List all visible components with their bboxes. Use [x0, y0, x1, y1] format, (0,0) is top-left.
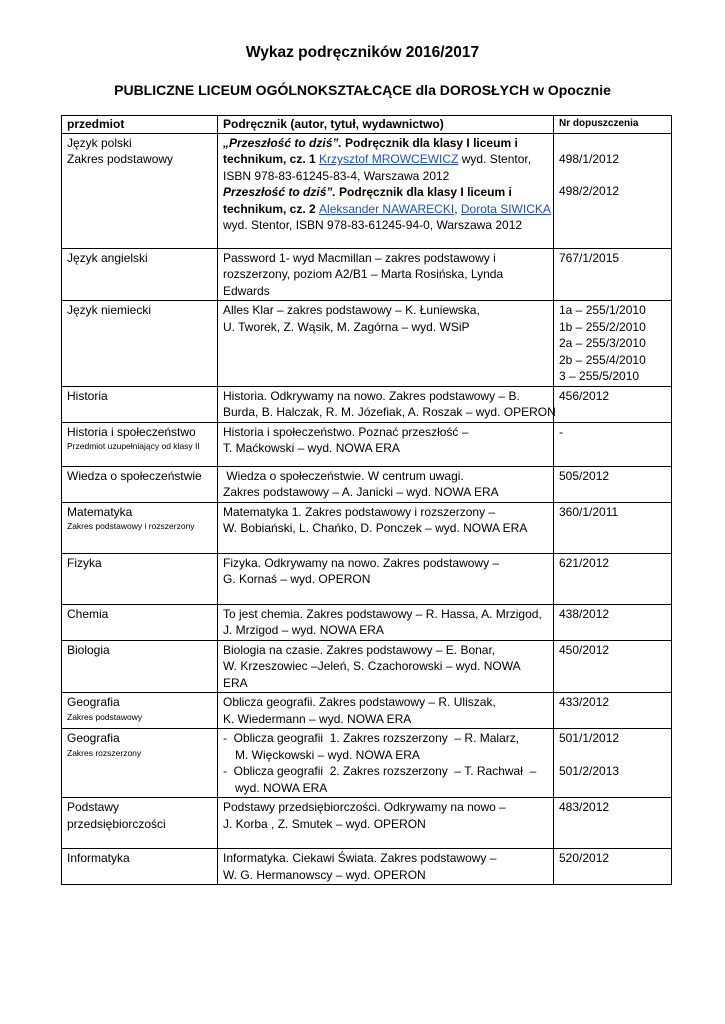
subject-cell	[62, 604, 218, 640]
book-cell	[218, 553, 554, 604]
subject-name: Podstawy	[67, 800, 120, 814]
nr-value: 767/1/2015	[559, 250, 620, 265]
nr-cell	[554, 502, 672, 553]
book-cell	[218, 693, 554, 729]
subject-cell	[62, 301, 218, 387]
subject-name: Język angielski	[67, 250, 148, 265]
table-row	[62, 553, 672, 604]
nr-cell	[554, 301, 672, 387]
book-text: Informatyka. Ciekawi Świata. Zakres podstawowy –	[223, 851, 497, 865]
subject-cell	[62, 386, 218, 422]
book-cell	[218, 798, 554, 849]
author-link[interactable]: Aleksander NAWARECKI	[319, 201, 455, 216]
book-title: Przeszłość to dziś”.	[223, 185, 336, 199]
book-text: rozszerzony, poziom A2/B1 – Marta Rosińska, Lynda	[223, 267, 504, 281]
book-text: Historia. Odkrywamy na nowo. Zakres podstawowy – B.	[223, 388, 520, 403]
subject-cell	[62, 502, 218, 553]
subject-name: Chemia	[67, 606, 109, 621]
column-header-nr: Nr dopuszczenia	[554, 116, 672, 134]
author-link[interactable]: Krzysztof MROWCEWICZ	[319, 152, 459, 166]
table-row	[62, 248, 672, 301]
table-row	[62, 301, 672, 387]
book-text: W. Krzeszowiec –Jeleń, S. Czachorowski – wyd. NOWA	[223, 659, 521, 673]
subject-cell	[62, 849, 218, 885]
nr-value: 456/2012	[559, 388, 610, 403]
subject-cell	[62, 553, 218, 604]
book-text: ERA	[223, 675, 248, 690]
book-text: Edwards	[223, 283, 270, 298]
book-text: Zakres podstawowy – A. Janicki – wyd. NOWA ERA	[223, 485, 499, 499]
subject-cell	[62, 133, 218, 248]
table-row	[62, 640, 672, 693]
book-cell	[218, 729, 554, 798]
nr-value: 433/2012	[559, 695, 610, 709]
book-text: technikum, cz. 2	[223, 201, 320, 216]
subject-name: Geografia	[67, 695, 120, 709]
book-text: Podręcznik dla klasy I liceum i	[341, 135, 518, 150]
subject-name: Biologia	[67, 642, 110, 657]
book-cell	[218, 133, 554, 248]
subject-cell	[62, 798, 218, 849]
table-row	[62, 798, 672, 849]
book-text: Biologia na czasie. Zakres podstawowy – E. Bonar,	[223, 642, 496, 657]
book-cell	[218, 422, 554, 466]
book-text: To jest chemia. Zakres podstawowy – R. Hassa, A. Mrzigod,	[223, 606, 542, 621]
book-text: J. Korba , Z. Smutek – wyd. OPERON	[223, 816, 426, 831]
table-row	[62, 729, 672, 798]
book-cell	[218, 466, 554, 502]
book-text: Podręcznik dla klasy I liceum i	[335, 185, 512, 199]
book-text: Wiedza o społeczeństwie. W centrum uwagi.	[223, 468, 464, 483]
subject-cell	[62, 422, 218, 466]
nr-cell	[554, 133, 672, 248]
subject-scope: Zakres podstawowy i rozszerzony	[67, 521, 195, 531]
subject-name: Matematyka	[67, 504, 133, 519]
book-text: technikum, cz. 1	[223, 152, 320, 166]
book-text: wyd. Stentor, ISBN 978-83-61245-94-0, Warszawa 2012	[223, 218, 523, 232]
book-text: M. Więckowski – wyd. NOWA ERA	[235, 747, 420, 762]
book-text: U. Tworek, Z. Wąsik, M. Zagórna – wyd. WSiP	[223, 319, 470, 334]
subject-cell	[62, 693, 218, 729]
book-cell	[218, 301, 554, 387]
book-cell	[218, 640, 554, 693]
nr-value: 505/2012	[559, 468, 610, 483]
book-text: Alles Klar – zakres podstawowy – K. Łuniewska,	[223, 303, 480, 317]
nr-value: -	[559, 424, 563, 439]
nr-value: 498/2/2012	[559, 184, 620, 198]
subject-name: przedsiębiorczości	[67, 816, 166, 831]
subject-name: Historia	[67, 388, 108, 403]
subject-note: Przedmiot uzupełniający od klasy II	[67, 441, 200, 451]
book-text: J. Mrzigod – wyd. NOWA ERA	[223, 623, 384, 637]
nr-value: 483/2012	[559, 800, 610, 814]
nr-value: 1b – 255/2/2010	[559, 319, 646, 334]
page-subtitle: PUBLICZNE LICEUM OGÓLNOKSZTAŁCĄCE dla DOROSŁYCH w Opocznie	[114, 82, 611, 98]
nr-cell	[554, 798, 672, 849]
nr-cell	[554, 604, 672, 640]
book-cell	[218, 849, 554, 885]
subject-cell	[62, 729, 218, 798]
table-row	[62, 466, 672, 502]
table-row	[62, 502, 672, 553]
subject-name: Wiedza o społeczeństwie	[67, 468, 202, 483]
subject-cell	[62, 248, 218, 301]
book-text: Matematyka 1. Zakres podstawowy i rozszerzony –	[223, 504, 496, 519]
nr-value: 2b – 255/4/2010	[559, 352, 646, 367]
book-text: K. Wiedermann – wyd. NOWA ERA	[223, 711, 412, 726]
book-cell	[218, 386, 554, 422]
nr-value: 438/2012	[559, 606, 610, 621]
nr-value: 520/2012	[559, 851, 610, 865]
book-text: Fizyka. Odkrywamy na nowo. Zakres podstawowy –	[223, 555, 500, 570]
author-link[interactable]: Dorota SIWICKA	[460, 201, 551, 216]
book-text: Historia i społeczeństwo. Poznać przeszłość –	[223, 424, 469, 439]
table-row	[62, 133, 672, 248]
nr-value: 360/1/2011	[559, 504, 619, 519]
nr-cell	[554, 386, 672, 422]
nr-value: 621/2012	[559, 555, 610, 570]
book-text: Password 1- wyd Macmillan – zakres podstawowy i	[223, 250, 496, 265]
textbook-table	[61, 115, 672, 885]
book-text: T. Maćkowski – wyd. NOWA ERA	[223, 441, 400, 455]
subject-name: Fizyka	[67, 555, 102, 570]
column-header-book: Podręcznik (autor, tytuł, wydawnictwo)	[218, 116, 554, 134]
subject-scope: Zakres rozszerzony	[67, 747, 142, 758]
subject-scope: Zakres podstawowy	[67, 152, 174, 166]
nr-value: 498/1/2012	[559, 151, 620, 166]
nr-value: 501/2/2013	[559, 763, 620, 778]
nr-value: 2a – 255/3/2010	[559, 336, 646, 350]
book-text: Burda, B. Halczak, R. M. Józefiak, A. Roszak – wyd. OPERON	[223, 405, 556, 419]
book-text: W. G. Hermanowscy – wyd. OPERON	[223, 867, 426, 882]
nr-value: 3 – 255/5/2010	[559, 369, 640, 383]
subject-name: Język polski	[67, 135, 132, 150]
subject-cell	[62, 640, 218, 693]
book-text: ,	[454, 201, 461, 216]
book-text: W. Bobiański, L. Chańko, D. Ponczek – wyd. NOWA ERA	[223, 521, 528, 535]
table-row	[62, 386, 672, 422]
table-row	[62, 422, 672, 466]
nr-value: 501/1/2012	[559, 731, 620, 745]
book-text: Oblicza geografii. Zakres podstawowy – R. Uliszak,	[223, 695, 496, 709]
subject-cell	[62, 466, 218, 502]
book-text: wyd. NOWA ERA	[235, 780, 328, 795]
column-header-subject: przedmiot	[62, 116, 218, 134]
nr-cell	[554, 553, 672, 604]
nr-cell	[554, 466, 672, 502]
book-cell	[218, 604, 554, 640]
subject-name: Informatyka	[67, 851, 130, 865]
subject-name: Język niemiecki	[67, 303, 152, 317]
book-text: - Oblicza geografii 2. Zakres rozszerzony – T. Rachwał –	[223, 764, 537, 778]
nr-cell	[554, 422, 672, 466]
book-title: „Przeszłość to dziś”.	[223, 135, 342, 150]
subject-scope: Zakres podstawowy	[67, 711, 143, 722]
table-row	[62, 849, 672, 885]
table-row	[62, 604, 672, 640]
table-row	[62, 693, 672, 729]
nr-cell	[554, 693, 672, 729]
book-text: ISBN 978-83-61245-83-4, Warszawa 2012	[223, 168, 450, 183]
nr-cell	[554, 248, 672, 301]
book-text: - Oblicza geografii 1. Zakres rozszerzony – R. Malarz,	[223, 731, 520, 745]
subject-name: Geografia	[67, 731, 120, 745]
nr-cell	[554, 729, 672, 798]
table-header-row	[62, 116, 672, 134]
nr-cell	[554, 849, 672, 885]
subject-name: Historia i społeczeństwo	[67, 424, 196, 439]
nr-value: 1a – 255/1/2010	[559, 303, 646, 317]
nr-value: 450/2012	[559, 642, 610, 657]
book-cell	[218, 248, 554, 301]
book-cell	[218, 502, 554, 553]
book-text: Podstawy przedsiębiorczości. Odkrywamy na nowo –	[223, 800, 506, 814]
nr-cell	[554, 640, 672, 693]
book-text: wyd. Stentor,	[458, 152, 532, 166]
book-text: G. Kornaś – wyd. OPERON	[223, 572, 371, 586]
page-title: Wykaz podręczników 2016/2017	[245, 44, 480, 61]
